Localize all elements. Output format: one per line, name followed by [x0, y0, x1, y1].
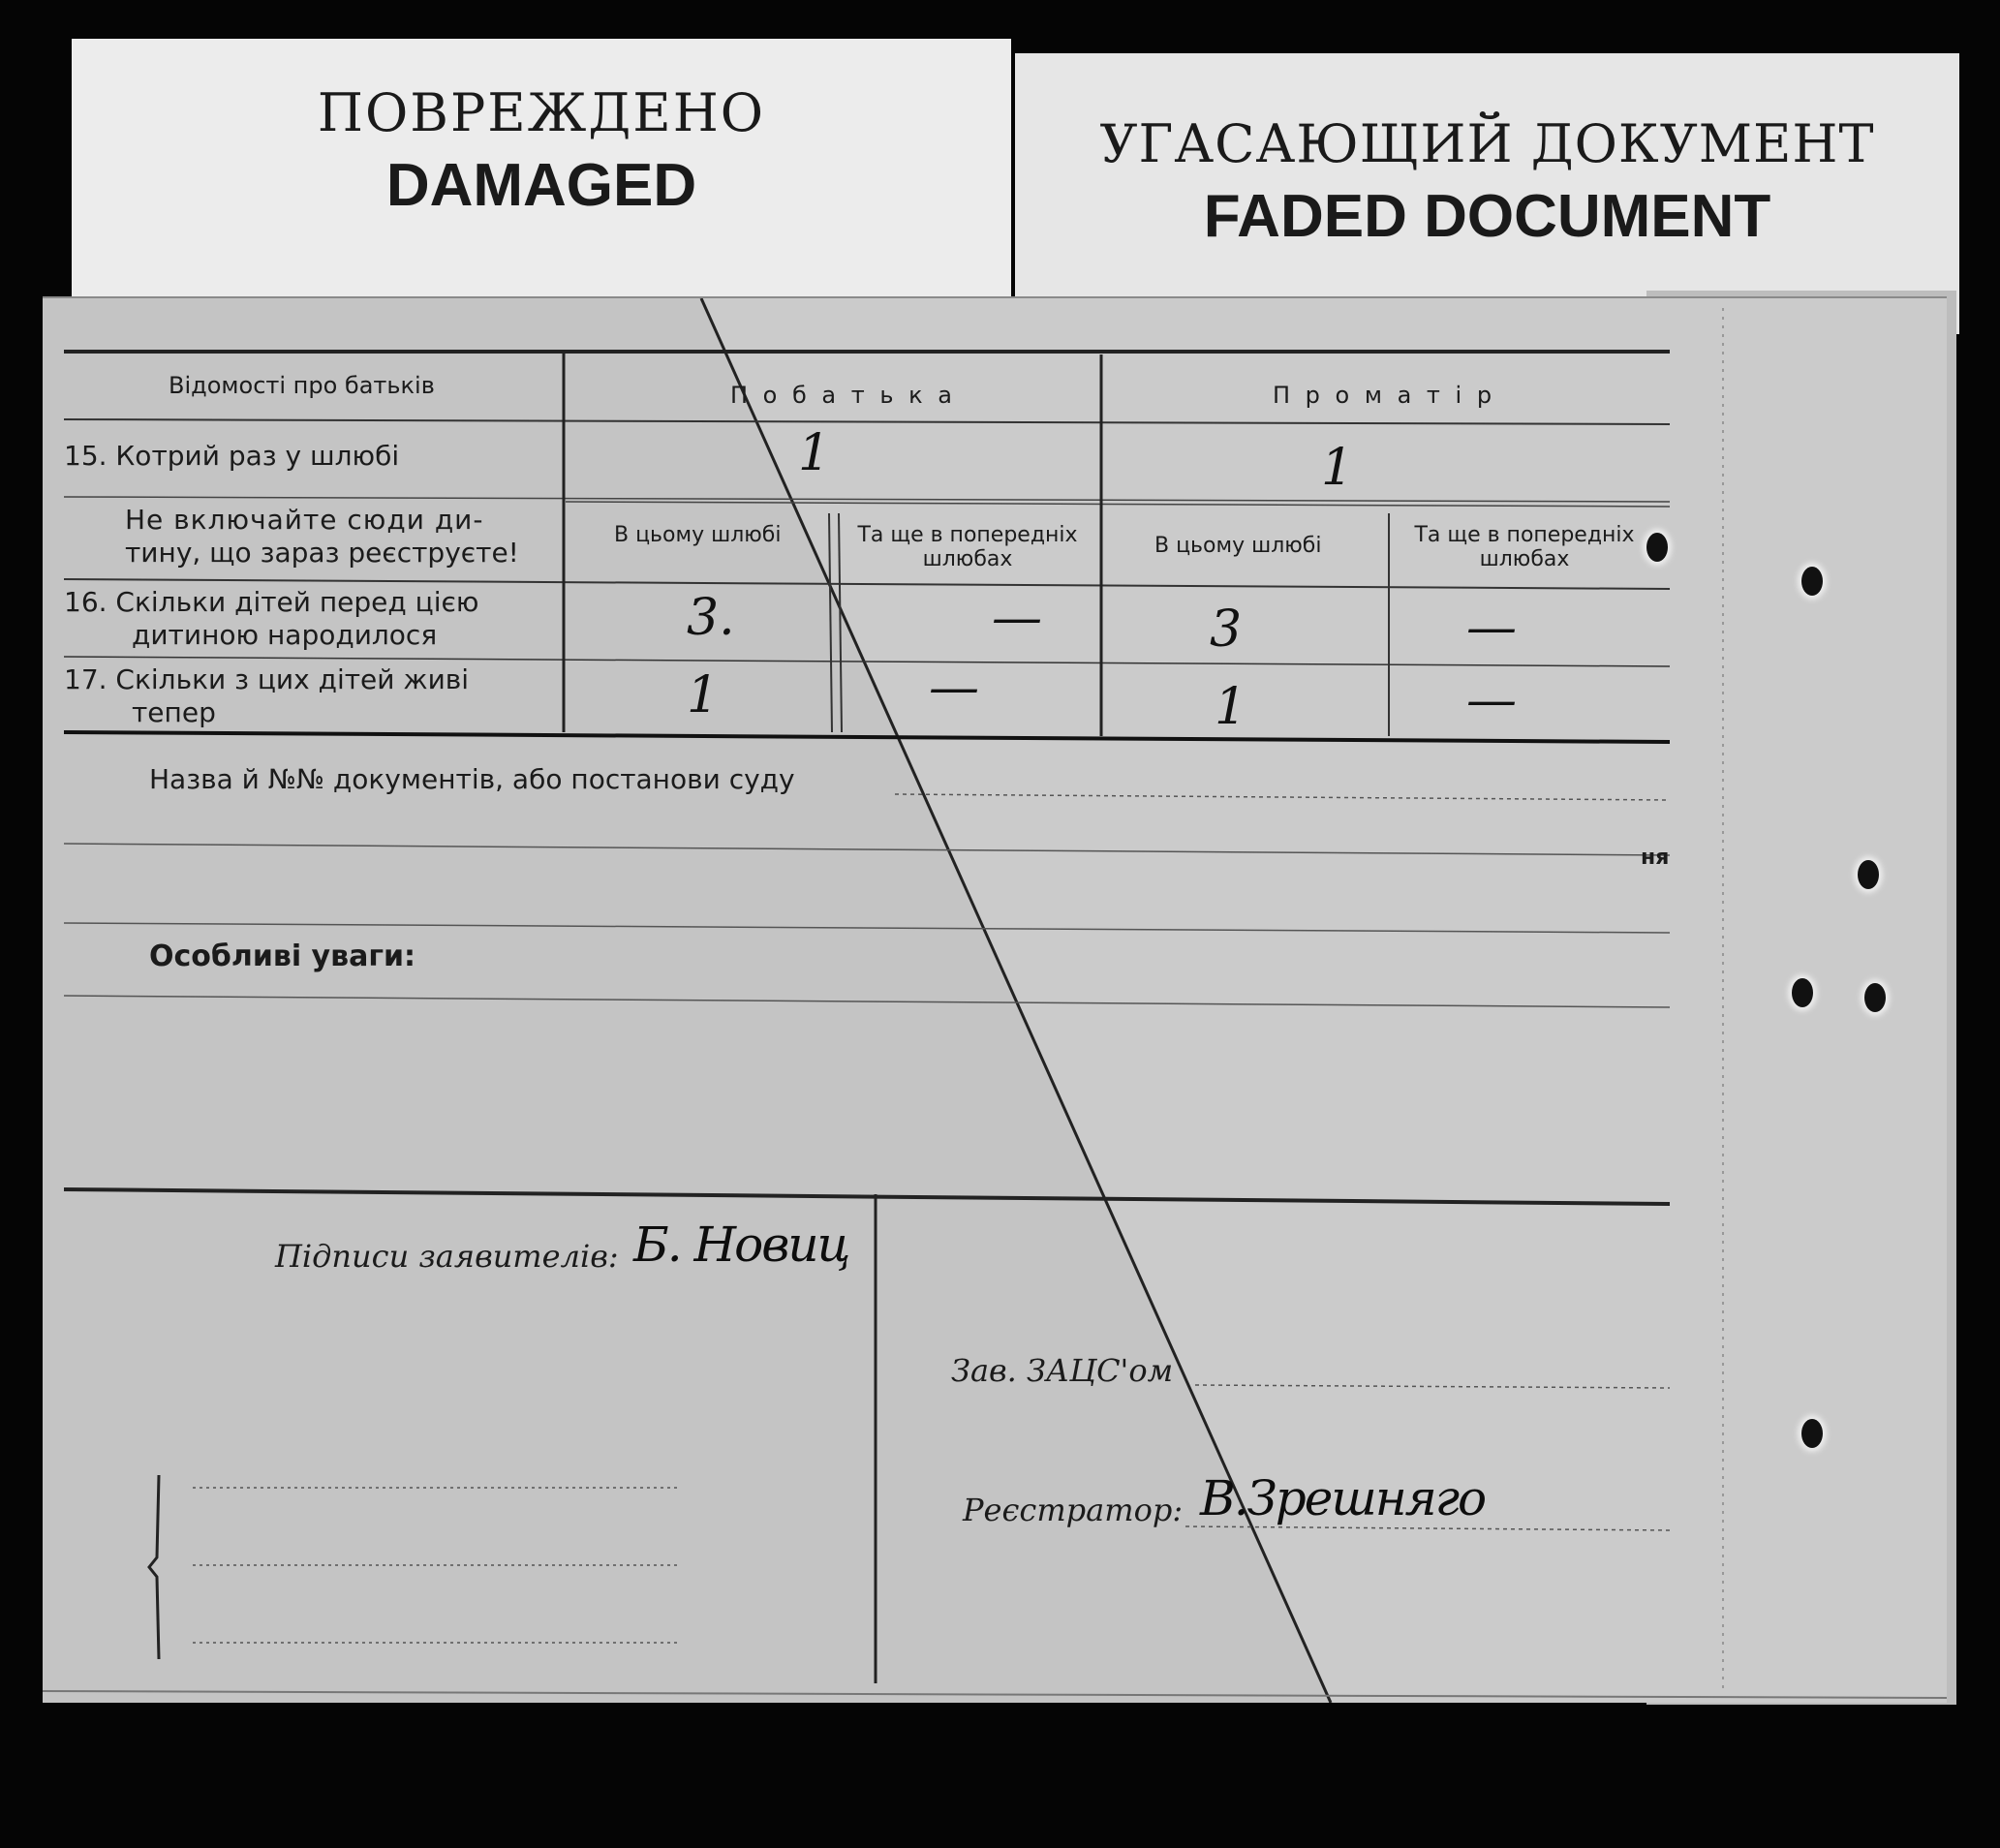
- row17-father-this: 1: [687, 666, 720, 724]
- row16-label-line1: 16. Скільки дітей перед цією: [64, 586, 479, 618]
- father-sub-this-marriage: В цьому шлюбі: [614, 523, 782, 547]
- punch-hole: [1801, 567, 1823, 596]
- registrar-signature: В.Зрешняго: [1200, 1470, 1486, 1526]
- documents-label: Назва й №№ документів, або постанови суду: [149, 763, 795, 795]
- row17-mother-this: 1: [1215, 678, 1247, 736]
- header-parents-info: Відомості про батьків: [169, 372, 435, 399]
- row17-mother-prev: —: [1466, 671, 1517, 729]
- father-sub-prev-line1: Та ще в попередніх: [857, 523, 1078, 547]
- mother-sub-prev-marriage: [1399, 523, 1650, 571]
- registrar-label: Реєстратор:: [963, 1492, 1184, 1528]
- civil-registry-form: [43, 296, 1947, 1703]
- row17-father-prev: —: [929, 659, 979, 717]
- damaged-label-ru: ПОВРЕЖДЕНО: [317, 82, 766, 143]
- note-line-1: Не включайте сюди ди-: [125, 504, 484, 536]
- punch-hole: [1858, 860, 1879, 889]
- row16-label-line2: дитиною народилося: [132, 619, 438, 651]
- faded-label-en: FADED DOCUMENT: [1203, 183, 1771, 250]
- faded-label-ru: УГАСАЮЩИЙ ДОКУМЕНТ: [1099, 113, 1875, 174]
- special-notes-label: Особливі уваги:: [149, 939, 416, 973]
- damaged-label-en: DAMAGED: [385, 152, 697, 219]
- row16-father-this: 3.: [687, 589, 735, 647]
- row15-father-value: 1: [798, 424, 831, 482]
- father-sub-prev-line2: шлюбах: [922, 547, 1013, 571]
- row17-label-line2: тепер: [132, 696, 216, 728]
- punch-hole: [1864, 983, 1886, 1012]
- punch-hole: [1801, 1419, 1823, 1448]
- mother-sub-this-marriage: В цьому шлюбі: [1154, 534, 1322, 558]
- father-sub-prev-marriage: [842, 523, 1093, 571]
- mother-sub-prev-line2: шлюбах: [1479, 547, 1570, 571]
- header-father: П о б а т ь к а: [730, 382, 956, 409]
- row16-mother-this: 3: [1210, 601, 1243, 659]
- head-registry-label: Зав. ЗАЦС'ом: [951, 1352, 1174, 1389]
- punch-hole: [1646, 533, 1668, 562]
- mother-sub-prev-line1: Та ще в попередніх: [1414, 523, 1635, 547]
- note-line-2: тину, що зараз реєструєте!: [125, 537, 519, 569]
- header-mother: П р о м а т і р: [1273, 382, 1496, 409]
- row15-mother-value: 1: [1321, 439, 1354, 497]
- stray-mark: ня: [1641, 846, 1670, 870]
- row15-label: 15. Котрий раз у шлюбі: [64, 440, 400, 472]
- row16-mother-prev: —: [1466, 599, 1517, 657]
- punch-hole: [1792, 978, 1813, 1007]
- applicants-signature: Б. Новиц: [633, 1217, 849, 1273]
- applicants-signatures-label: Підписи заявителів:: [275, 1238, 619, 1275]
- row16-father-prev: —: [992, 589, 1042, 647]
- damaged-label-card: [72, 39, 1011, 320]
- row17-label-line1: 17. Скільки з цих дітей живі: [64, 663, 470, 695]
